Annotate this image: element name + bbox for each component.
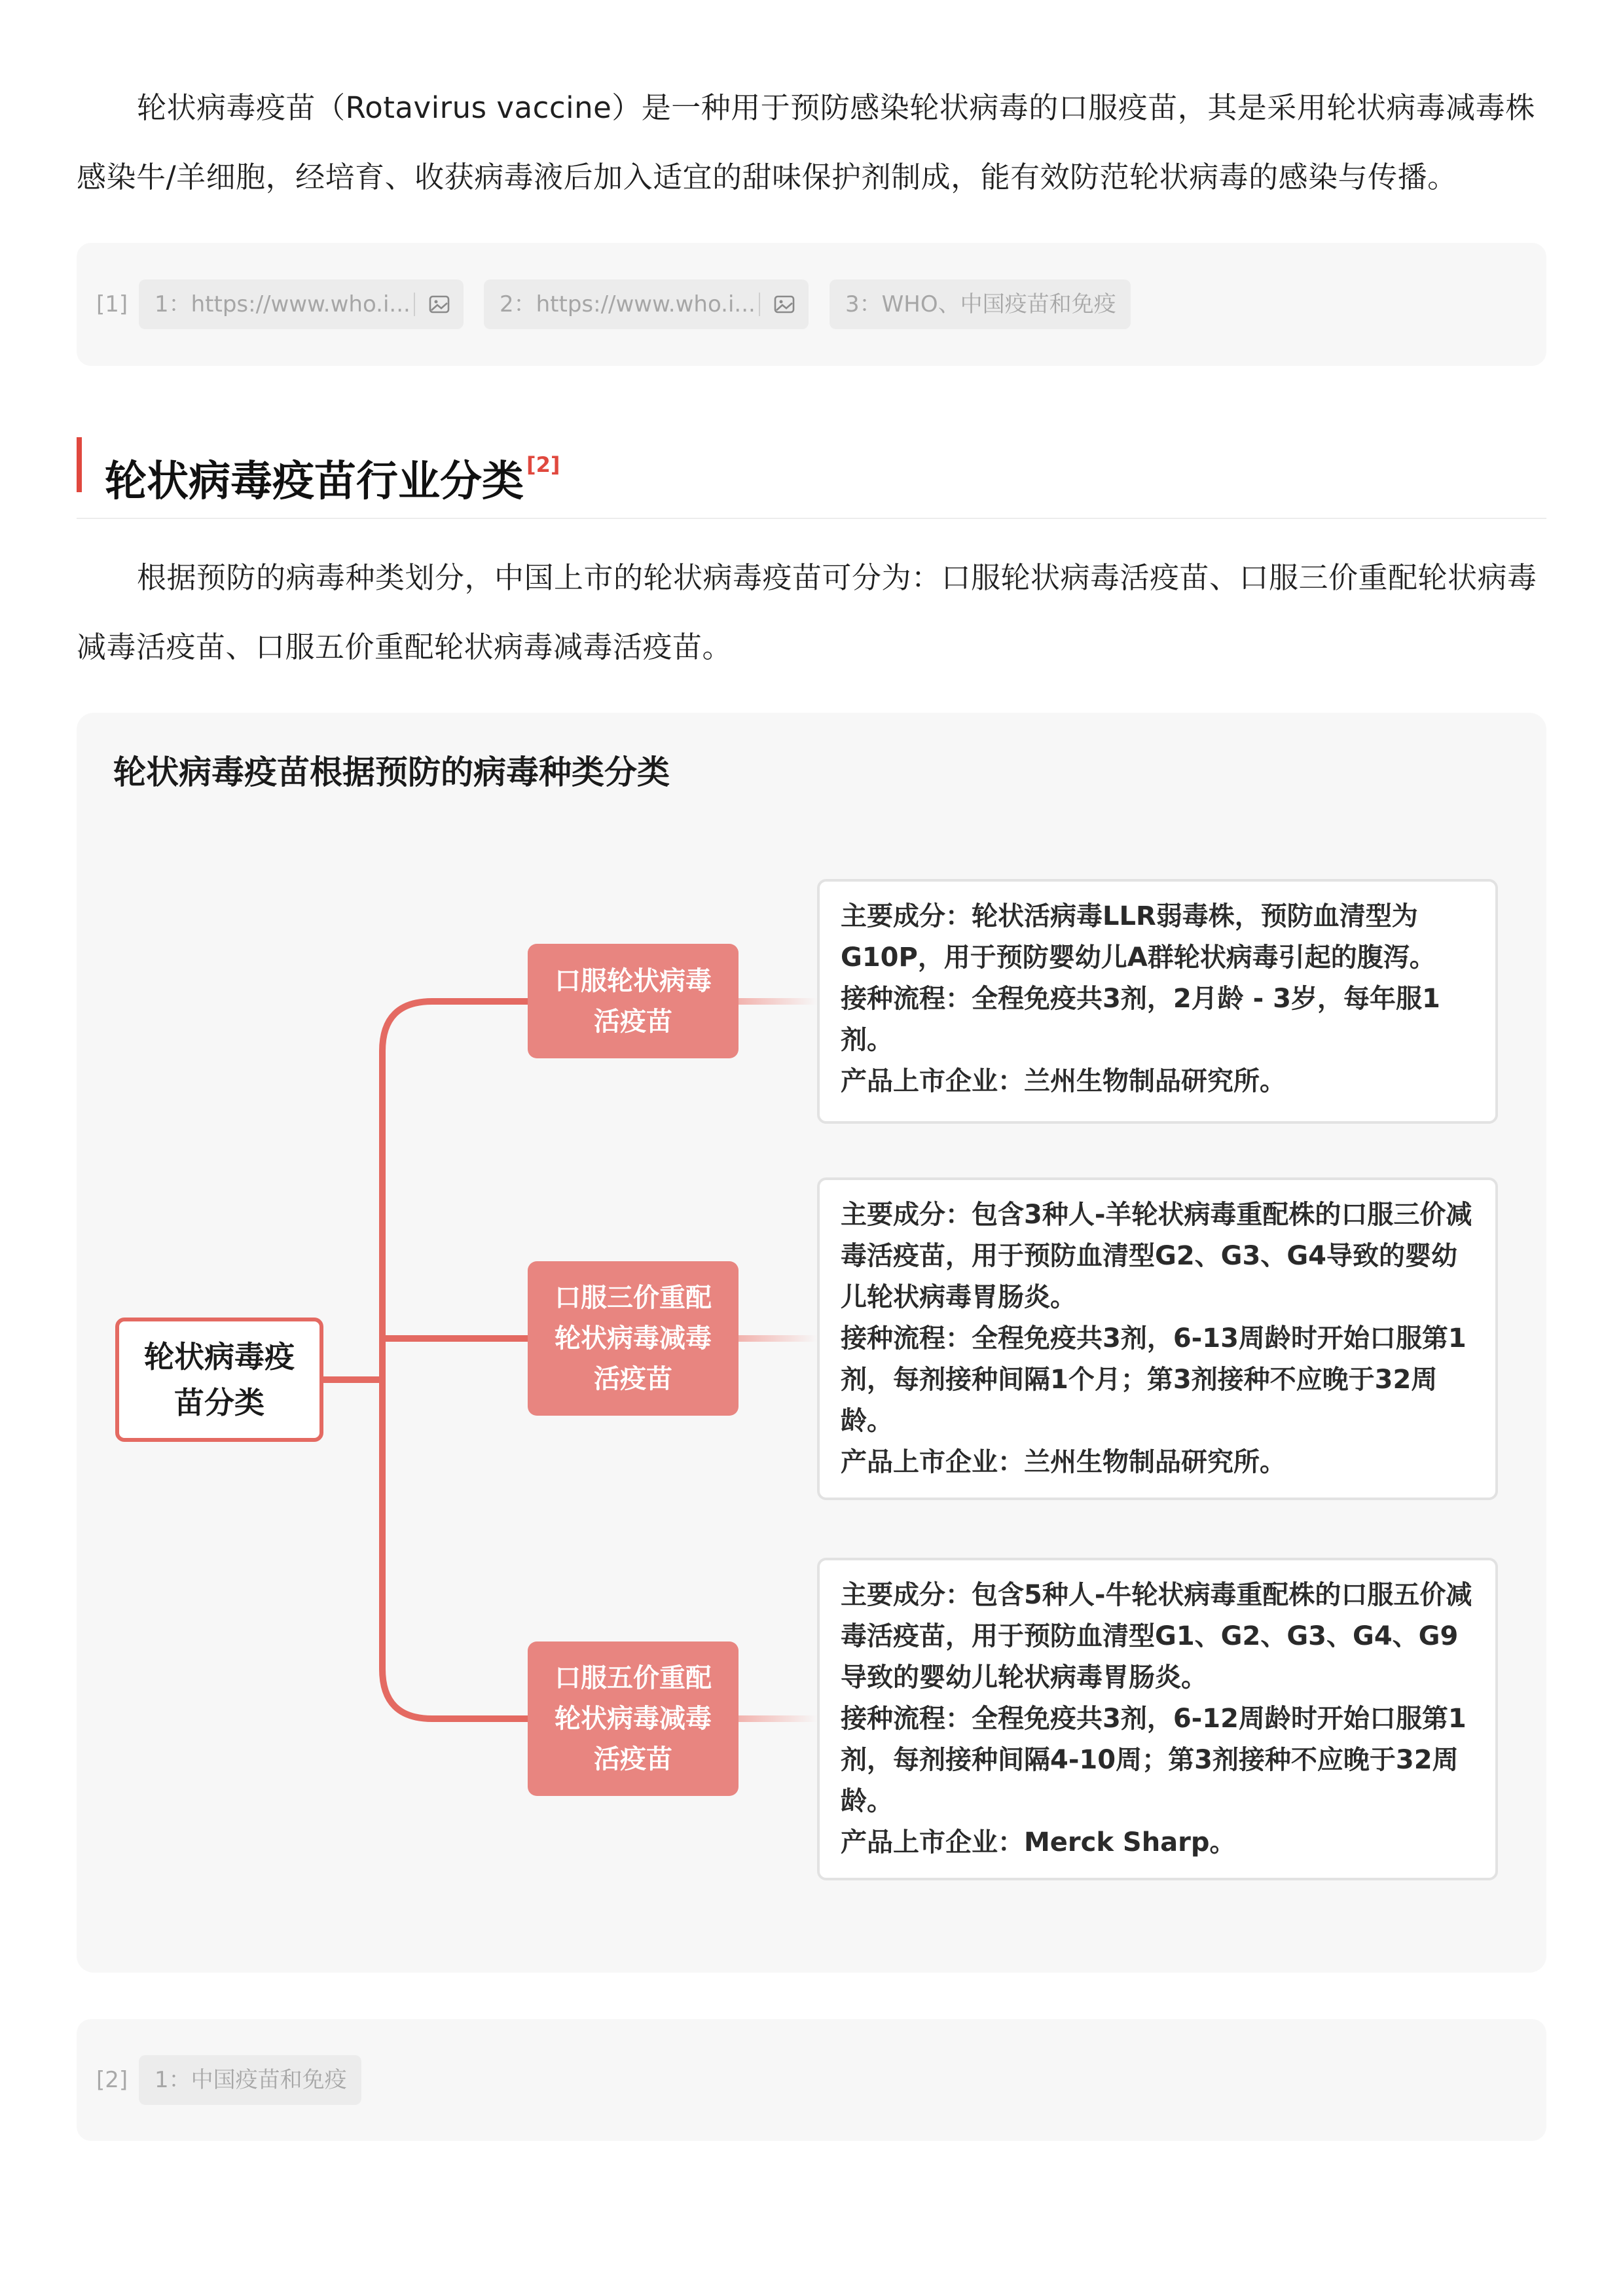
mindmap-branch-1: 口服轮状病毒活疫苗 [528, 944, 739, 1058]
connector-card-3 [739, 1715, 817, 1722]
reference-label: [2] [96, 2067, 128, 2093]
reference-chip-1[interactable] [139, 2055, 361, 2105]
detail-card-2 [817, 1177, 1498, 1500]
detail-card-3 [817, 1558, 1498, 1880]
connector-card-1 [739, 998, 817, 1005]
reference-chip-text: 1：中国疫苗和免疫 [155, 2067, 347, 2093]
connector-card-2 [739, 1335, 817, 1342]
section-reference-mark[interactable]: [2] [526, 452, 560, 477]
mindmap-root-node: 轮状病毒疫苗分类 [115, 1318, 323, 1442]
card-schedule: 接种流程：全程免疫共3剂，2月龄 - 3岁，每年服1剂。 [841, 984, 1440, 1055]
card-schedule: 接种流程：全程免疫共3剂，6-12周龄时开始口服第1剂，每剂接种间隔4-10周；第3剂接种不应晚于32周龄。 [841, 1704, 1467, 1816]
reference-label: [1] [96, 291, 128, 317]
diagram-title: 轮状病毒疫苗根据预防的病毒种类分类 [113, 753, 670, 791]
mindmap-branch-3: 口服五价重配轮状病毒减毒活疫苗 [528, 1641, 739, 1796]
reference-chip-text: 2：https://www.who.i... [500, 291, 756, 317]
section-paragraph: 根据预防的病毒种类划分，中国上市的轮状病毒疫苗可分为：口服轮状病毒活疫苗、口服三价重配轮状病毒减毒活疫苗、口服五价重配轮状病毒减毒活疫苗。 [77, 560, 1537, 664]
reference-chip-text: 1：https://www.who.i... [155, 291, 410, 317]
reference-box-2 [77, 2019, 1546, 2141]
card-ingredient: 主要成分：包含5种人-牛轮状病毒重配株的口服五价减毒活疫苗，用于预防血清型G1、G2、G3、G4、G9导致的婴幼儿轮状病毒胃肠炎。 [841, 1580, 1472, 1693]
card-ingredient: 主要成分：轮状活病毒LLR弱毒株，预防血清型为G10P，用于预防婴幼儿A群轮状病毒引起的腹泻。 [841, 901, 1436, 973]
detail-card-1 [817, 879, 1498, 1124]
card-schedule: 接种流程：全程免疫共3剂，6-13周龄时开始口服第1剂，每剂接种间隔1个月；第3剂接种不应晚于32周龄。 [841, 1323, 1467, 1436]
card-company: 产品上市企业：Merck Sharp。 [841, 1827, 1236, 1857]
intro-paragraph: 轮状病毒疫苗（Rotavirus vaccine）是一种用于预防感染轮状病毒的口服疫苗，其是采用轮状病毒减毒株感染牛/羊细胞，经培育、收获病毒液后加入适宜的甜味保护剂制成，能有效防范轮状病毒的感染与传播。 [77, 90, 1535, 194]
connector-branch-3 [382, 1380, 528, 1719]
reference-chip-text: 3：WHO、中国疫苗和免疫 [845, 291, 1116, 317]
card-ingredient: 主要成分：包含3种人-羊轮状病毒重配株的口服三价减毒活疫苗，用于预防血清型G2、G3、G4导致的婴幼儿轮状病毒胃肠炎。 [841, 1200, 1472, 1312]
connector-branch-1 [382, 1001, 528, 1380]
card-company: 产品上市企业：兰州生物制品研究所。 [841, 1066, 1286, 1096]
mindmap-branch-2: 口服三价重配轮状病毒减毒活疫苗 [528, 1261, 739, 1416]
card-company: 产品上市企业：兰州生物制品研究所。 [841, 1447, 1286, 1477]
section-title-text: 轮状病毒疫苗行业分类 [105, 457, 524, 506]
